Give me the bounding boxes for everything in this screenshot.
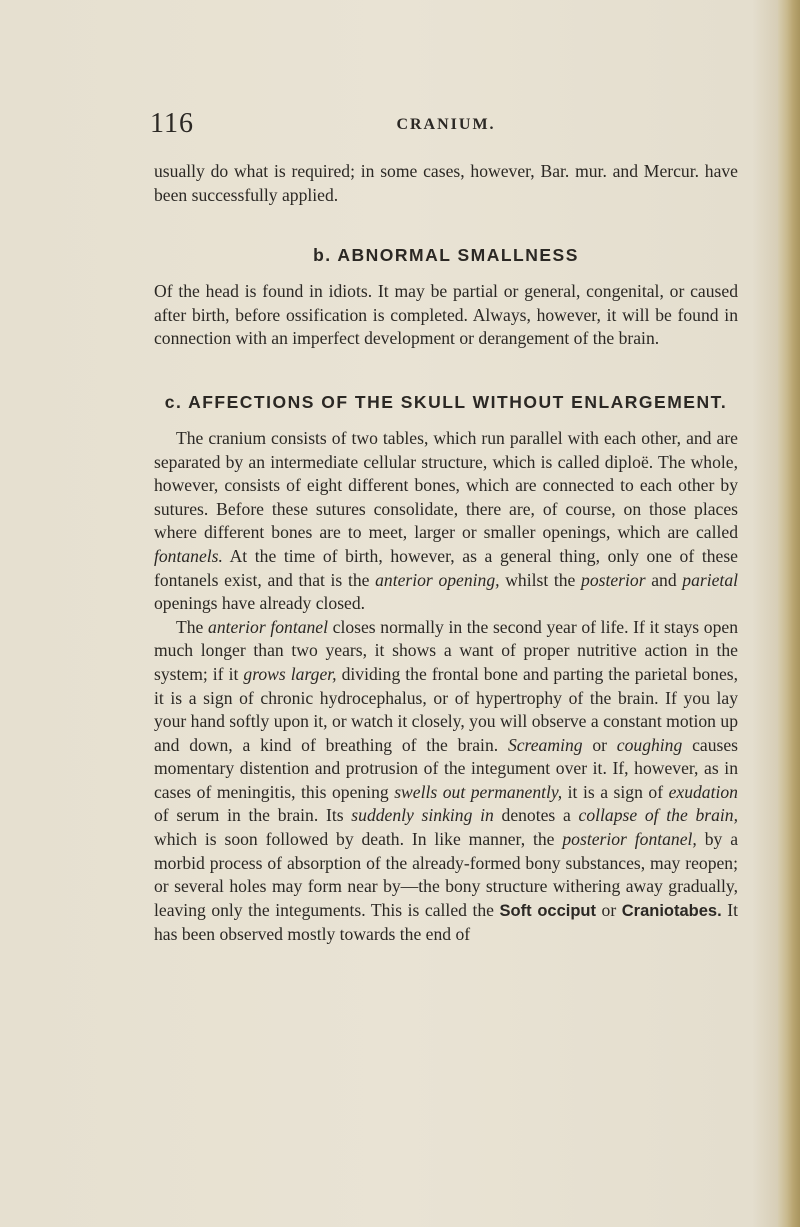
italic-term: anterior opening, [375,569,500,590]
section-heading-c: c. AFFECTIONS OF THE SKULL WITHOUT ENLARGEMENT. [164,391,728,412]
text-run: it is a sign of [562,781,669,802]
italic-term: parietal [682,569,739,590]
text-run: by a morbid process of absorption of the already-formed bony substances, may reopen; or several holes may form near by—the bony structure withering away gradually, leaving only the integuments. This is called the [154,829,739,920]
text-run: or [582,734,617,755]
page-body [154,160,738,947]
text-run: whilst the [499,569,582,590]
paragraph-cranium [154,427,738,616]
paragraph-fontanel [154,616,738,947]
text-run: causes momentary distention and protrusion of the integument over it. If, however, as in cases of meningitis, this opening [154,734,738,802]
text-run: The cranium consists of two tables, which run parallel with each other, and are separated by an intermediate cellular structure, which is called diploë. The whole, however, consists of eight different bones, which are connected to each other by sutures. Before these sutures consolidate, there are, of course, on those places where different bones are to meet, larger or smaller openings, which are called [154,427,738,543]
italic-term: exudation [668,781,738,802]
italic-term: posterior fontanel, [562,829,697,850]
bold-term: Craniotabes. [621,901,722,920]
text-run: and [645,569,683,590]
italic-term: collapse of the brain, [578,805,739,826]
text-run: It has been observed mostly towards the end of [154,899,738,945]
page-header [150,108,738,144]
bold-term: Soft occiput [499,901,596,920]
text-run: closes normally in the second year of life. If it stays open much longer than two years, it shows a want of proper nutritive action in the system; if it [154,616,738,684]
italic-term: Screaming [507,734,583,755]
text-run: which is soon followed by death. In like manner, the [154,829,563,850]
page-number: 116 [150,108,194,139]
text-run: The [176,616,209,637]
italic-term: grows larger, [243,663,337,684]
text-run: dividing the frontal bone and parting the parietal bones, it is a sign of chronic hydrocephalus, or of hypertrophy of the brain. If you lay your hand softly upon it, or watch it closely, you will observe a constant motion up and down, a kind of breathing of the brain. [154,663,739,755]
text-run: denotes a [493,805,579,826]
italic-term: suddenly sinking in [351,805,494,826]
running-title: CRANIUM. [396,116,496,133]
section-heading-b: b. ABNORMAL SMALLNESS [313,245,579,266]
italic-term: anterior fontanel [208,616,328,637]
paragraph-continued: usually do what is required; in some cases, however, Bar. mur. and Mercur. have been successfully applied. [154,161,738,205]
text-run: of serum in the brain. Its [154,805,352,826]
text-run: openings have already closed. [154,593,366,614]
italic-term: fontanels. [154,545,223,566]
text-run: or [596,899,622,920]
paragraph-abnormal-smallness: Of the head is found in idiots. It may be partial or general, congenital, or caused after birth, before ossification is completed. Always, however, it will be found in connection with an imperfect development or derangement of the brain. [154,281,738,349]
italic-term: coughing [616,734,683,755]
italic-term: posterior [581,569,646,590]
italic-term: swells out permanently, [394,781,563,802]
page-edge-shadow [778,0,800,1227]
text-run: At the time of birth, however, as a general thing, only one of these fontanels exist, and that is the [154,545,738,590]
